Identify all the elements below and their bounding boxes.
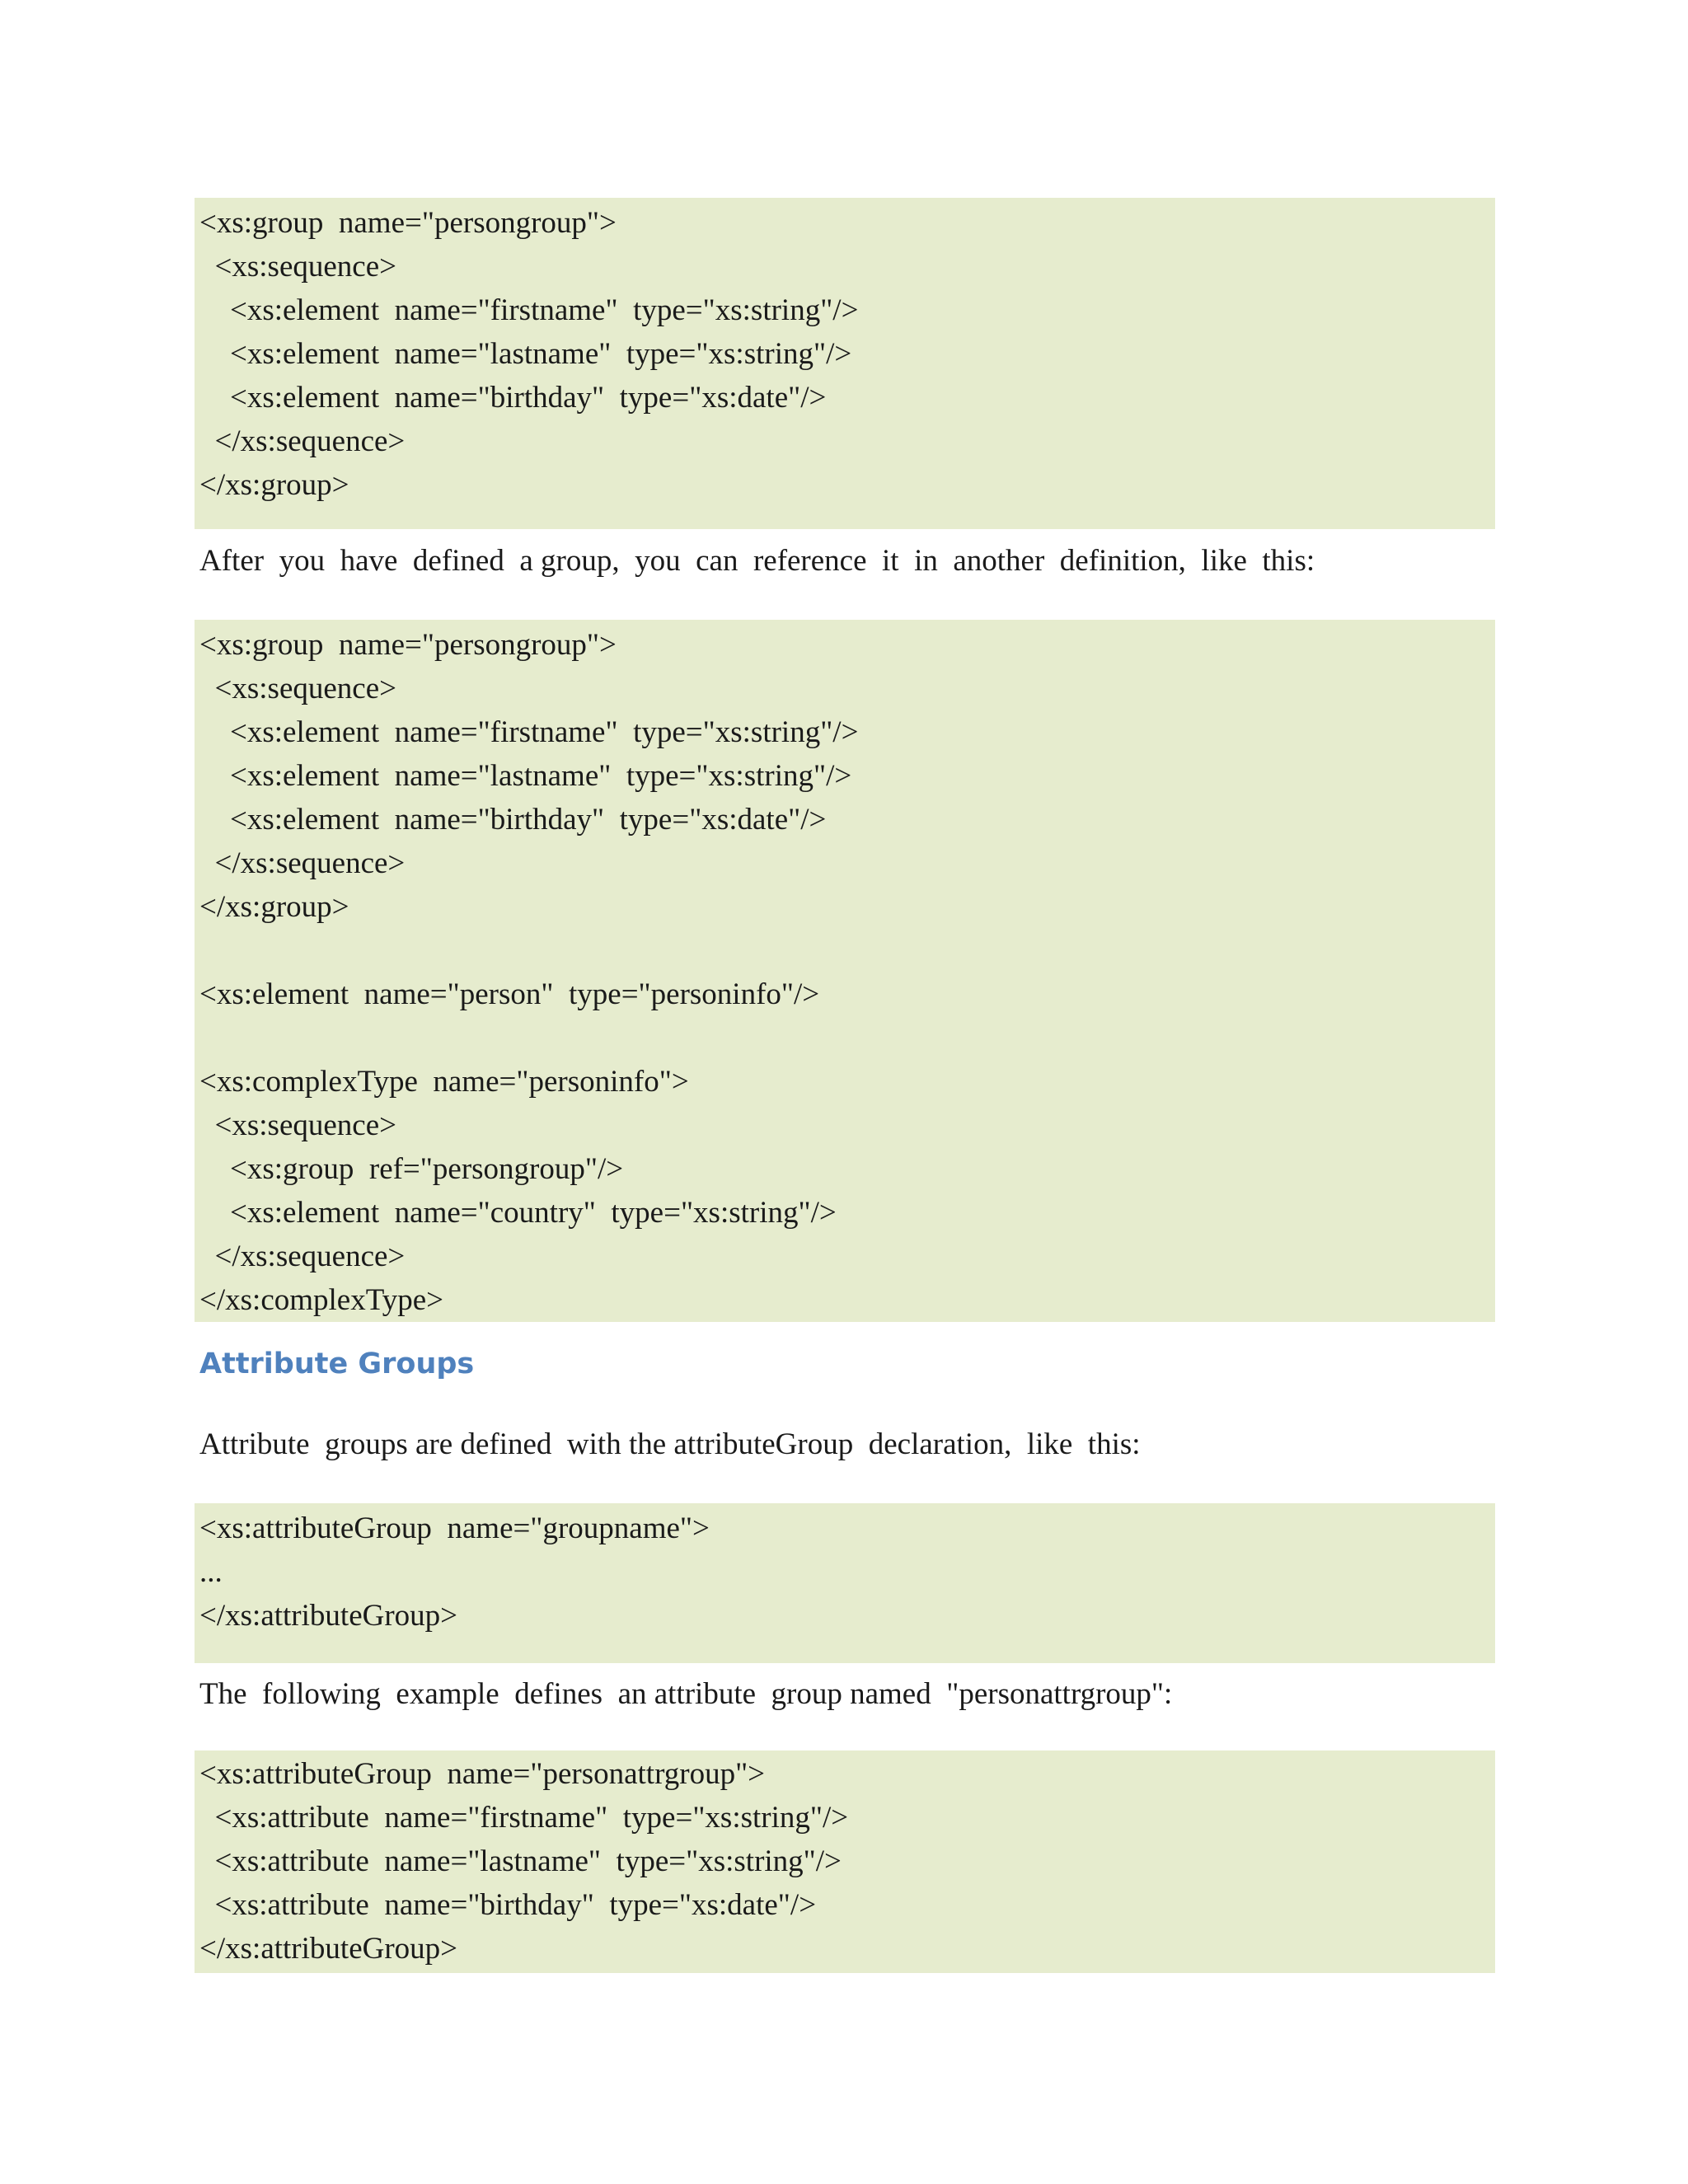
code-line: </xs:group> [199,890,349,924]
code-line: <xs:group name="persongroup"> [199,206,617,240]
code-line: </xs:attributeGroup> [199,1599,458,1633]
code-line: <xs:attributeGroup name="personattrgroup"> [199,1757,766,1791]
code-line: <xs:attribute name="firstname" type="xs:string"/> [199,1801,849,1835]
code-block-attribute-group-syntax [195,1503,1495,1663]
section-heading-attribute-groups: Attribute Groups [199,1347,475,1380]
code-line: </xs:sequence> [199,424,406,458]
code-block-group-reference [195,620,1495,1322]
code-line: </xs:complexType> [199,1283,444,1317]
code-block-group-definition [195,198,1495,529]
code-block-personattrgroup [195,1750,1495,1973]
code-line: </xs:group> [199,468,349,502]
code-line: <xs:element name="birthday" type="xs:date"/> [199,381,827,415]
code-line: <xs:element name="birthday" type="xs:date"/> [199,803,827,837]
code-line: <xs:element name="lastname" type="xs:string"/> [199,337,852,371]
code-line: <xs:sequence> [199,672,397,705]
code-line: <xs:element name="firstname" type="xs:string"/> [199,715,859,749]
paragraph-example-intro: The following example defines an attribute group named "personattrgroup": [199,1677,1173,1711]
code-line: <xs:complexType name="personinfo"> [199,1065,689,1099]
paragraph-reference-intro: After you have defined a group, you can reference it in another definition, like this: [199,544,1315,578]
code-line: <xs:group ref="persongroup"/> [199,1152,624,1186]
code-line: <xs:attribute name="lastname" type="xs:string"/> [199,1844,842,1878]
paragraph-attribute-groups-intro: Attribute groups are defined with the attributeGroup declaration, like this: [199,1427,1141,1461]
code-line: <xs:attribute name="birthday" type="xs:date"/> [199,1888,817,1922]
code-line: <xs:sequence> [199,1108,397,1142]
code-line: <xs:sequence> [199,250,397,284]
code-line: ... [199,1555,223,1589]
code-line: <xs:element name="person" type="personinfo"/> [199,977,820,1011]
code-line: </xs:sequence> [199,846,406,880]
code-line: <xs:group name="persongroup"> [199,628,617,662]
code-line: <xs:element name="firstname" type="xs:string"/> [199,293,859,327]
code-line: <xs:element name="country" type="xs:string"/> [199,1196,837,1230]
code-line: <xs:element name="lastname" type="xs:string"/> [199,759,852,793]
code-line: </xs:attributeGroup> [199,1932,458,1966]
code-line: </xs:sequence> [199,1240,406,1273]
code-line: <xs:attributeGroup name="groupname"> [199,1511,710,1545]
